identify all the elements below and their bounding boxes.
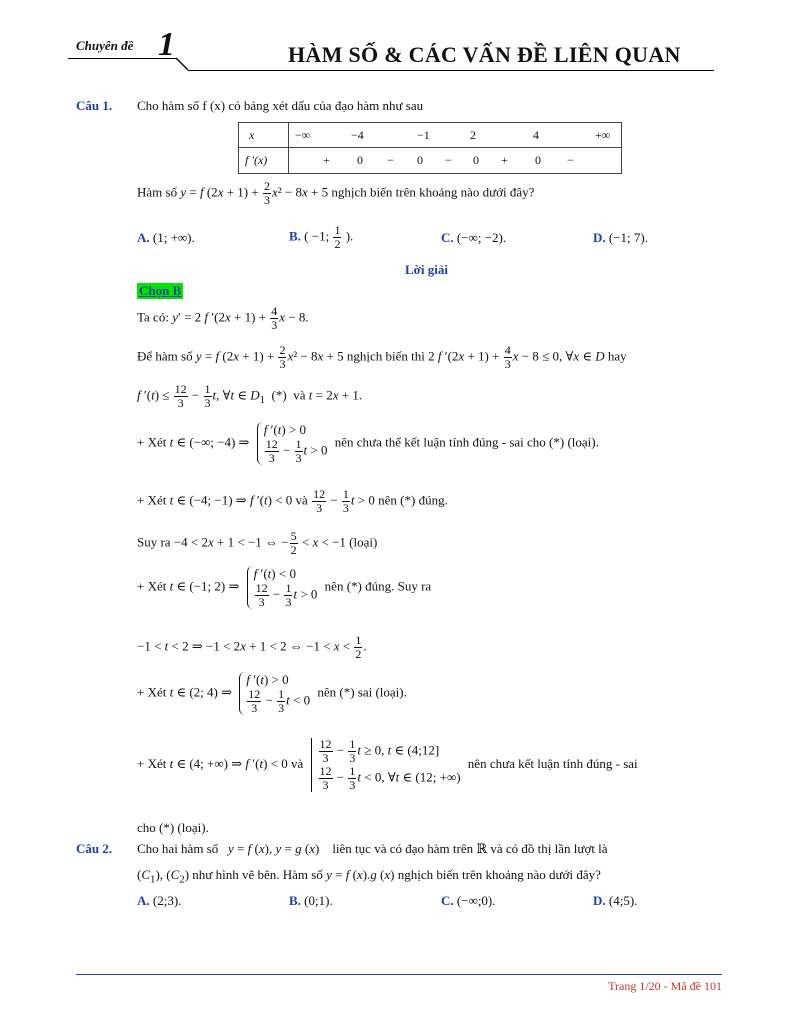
table-cell: 4 [533,128,539,142]
table-cell: −∞ [295,128,311,142]
solution-substitution: f ′(t) ≤ $\frac{12}{3}$ − $\frac{1}{3}$ t, ∀t ∈ $D_1$ (*) và t = 2x + 1. [137,382,363,410]
table-cell: − [445,153,452,167]
footer-rule [76,974,722,975]
q1-intro: Cho hàm số f (x) có bảng xét dấu của đạo hàm như sau [137,98,424,113]
table-head-fprime: f ′(x) [245,153,268,167]
q2-option-d[interactable]: D. (4;5). [593,893,638,908]
q2-label: Câu 2. [76,841,113,856]
sign-table-row-x [239,123,621,148]
chapter-number: 1 [158,26,175,63]
q1-question: Hàm số y = f (2x + 1) + $\frac{2}{3}$ x² − 8x + 5 nghịch biến trên khoảng nào dưới đây? [137,179,535,207]
case-2: + Xét t ∈ (−4; −1) ⇒ f ′(t) < 0 và $\frac{12}{3}$ − $\frac{1}{3}$ t > 0 nên (*) đúng. [137,487,448,515]
case-3-conclusion: −1 < t < 2 ⇒ −1 < 2x + 1 < 2 ⇔ −1 < x < $\frac{1}{2}$ . [137,633,367,661]
table-cell: +∞ [595,128,611,142]
case-4: + Xét t ∈ (2; 4) ⇒ f ′(t) > 0 $\frac{12}{3}$ − $\frac{1}{3}$ t < 0 nên (*) sai (loại). [137,672,407,715]
q1-label: Câu 1. [76,98,113,113]
solution-derivative: Ta có: y′ = 2 f ′(2x + 1) + $\frac{4}{3}$ x − 8. [137,304,309,332]
case-1: + Xét t ∈ (−∞; −4) ⇒ f ′(t) > 0 $\frac{12}{3}$ − $\frac{1}{3}$ t > 0 nên chưa thể kết luận tính đúng - sai cho (*) (loại). [137,422,599,465]
q1-option-a[interactable]: A. (1; +∞). [137,230,195,245]
table-cell: + [323,153,330,167]
chapter-label: Chuyên đề [76,38,134,53]
solution-condition: Để hàm số y = f (2x + 1) + $\frac{2}{3}$ x² − 8x + 5 nghịch biến thì 2 f ′(2x + 1) + $\frac{4}{3}$ x − 8 ≤ 0, ∀x ∈ D hay [137,343,627,371]
header-rule-left [68,58,176,59]
table-cell: 0 [357,153,363,167]
case-2-conclusion: Suy ra −4 < 2x + 1 < −1 ⇔ − $\frac{5}{2}$ < x < −1 (loại) [137,529,378,557]
q1-option-b[interactable]: B. ( −1; $\frac{1}{2}$ ). [289,223,354,251]
sign-table-row-fprime [239,148,621,172]
case-5: + Xét t ∈ (4; +∞) ⇒ f ′(t) < 0 và $\frac{12}{3}$ − $\frac{1}{3}$ t ≥ 0, t ∈ (4;12] $\frac{12}{3}$ − $\frac{1}{3}$ t < 0, ∀t ∈ (12; +∞) nên chưa kết luận tính đúng - sai [137,737,638,792]
sign-table [238,122,622,174]
q2-option-c[interactable]: C. (−∞;0). [441,893,496,908]
table-cell: + [501,153,508,167]
chosen-answer: Chọn B [139,283,182,298]
table-cell: 0 [535,153,541,167]
table-cell: 0 [417,153,423,167]
solution-heading: Lời giải [405,262,448,277]
table-cell: −1 [417,128,430,142]
page-title: HÀM SỐ & CÁC VẤN ĐỀ LIÊN QUAN [288,42,681,67]
q2-line-2: $(C_1)$, $(C_2)$ như hình vẽ bên. Hàm số y = f (x).g (x) nghịch biến trên khoảng nào dưới đây? [137,867,601,886]
q1-option-c[interactable]: C. (−∞; −2). [441,230,507,245]
header-rule-right [188,70,714,71]
case-3: + Xét t ∈ (−1; 2) ⇒ f ′(t) < 0 $\frac{12}{3}$ − $\frac{1}{3}$ t > 0 nên (*) đúng. Suy ra [137,566,432,609]
table-cell: − [567,153,574,167]
table-cell: − [387,153,394,167]
table-cell: 0 [473,153,479,167]
table-divider [288,123,289,173]
page-footer: Trang 1/20 - Mã đề 101 [608,979,722,993]
header-rule-diagonal [176,58,188,70]
q2-line-1: Cho hai hàm số y = f (x), y = g (x) liên tục và có đạo hàm trên ℝ và có đồ thị lần lượt là [137,841,608,856]
q2-option-b[interactable]: B. (0;1). [289,893,333,908]
case-5-tail: cho (*) (loại). [137,820,209,835]
table-cell: 2 [470,128,476,142]
q2-option-a[interactable]: A. (2;3). [137,893,182,908]
table-cell: −4 [351,128,364,142]
q1-option-d[interactable]: D. (−1; 7). [593,230,648,245]
table-head-x: x [249,128,255,142]
